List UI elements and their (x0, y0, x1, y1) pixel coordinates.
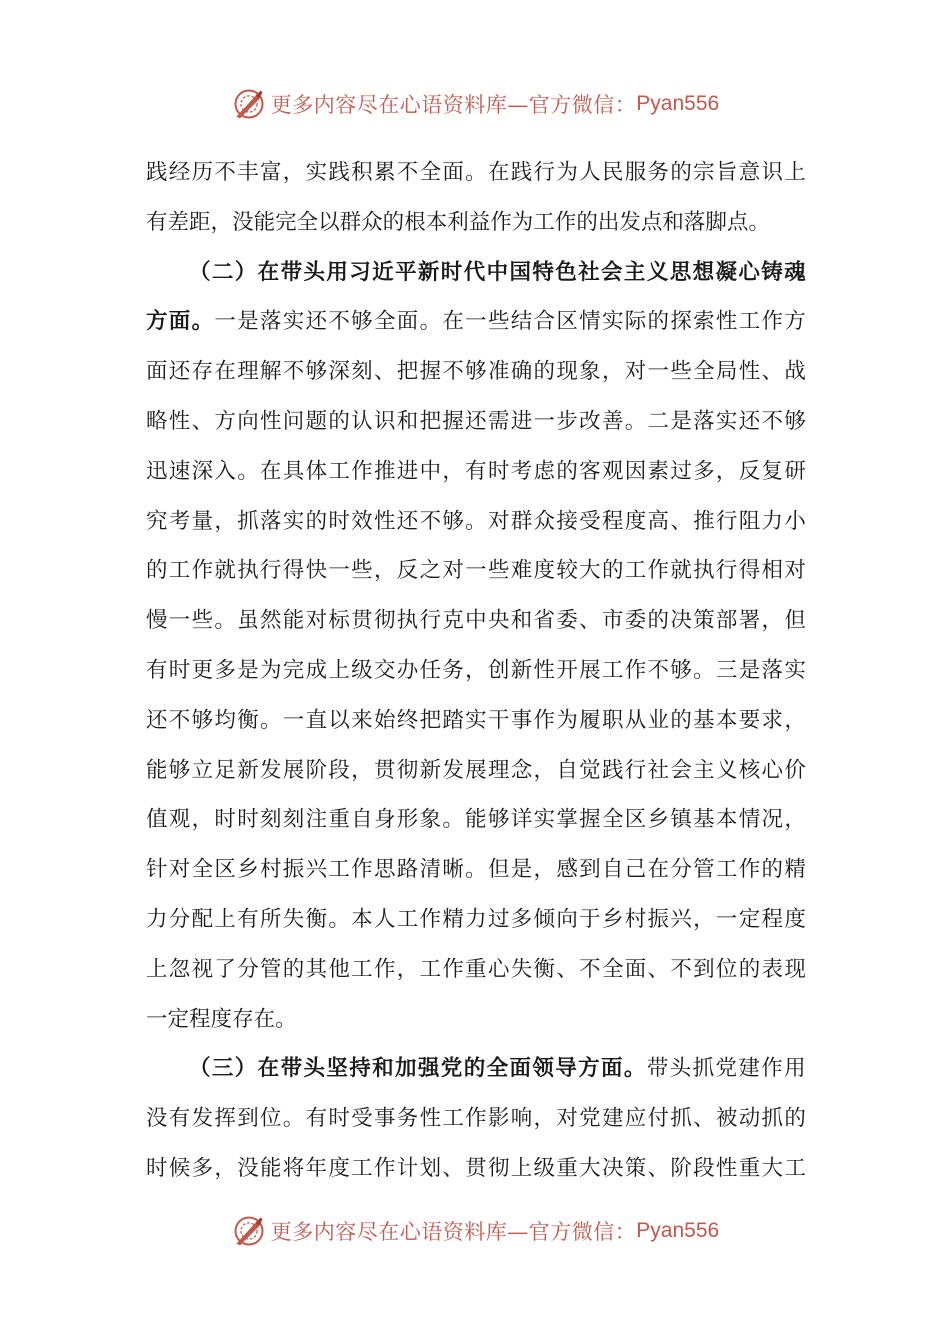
text-line: 的 工 作 就 执 行 得 快 一 些 ， 反 之 对 一 些 难 度 较 大 的 工 作 就 执 行 得 相 对 (146, 558, 806, 584)
text-line: 时 候 多 ， 没 能 将 年 度 工 作 计 划 、 贯 彻 上 级 重 大 决 策 、 阶 段 性 重 大 工 (146, 1155, 806, 1181)
pen-logo-icon (231, 1213, 267, 1249)
text-line: （ 三 ） 在 带 头 坚 持 和 加 强 党 的 全 面 领 导 方 面 。 带 头 抓 党 建 作 用 (189, 1056, 806, 1082)
watermark-banner-top (0, 84, 950, 124)
text-line: 践 经 历 不 丰 富 ， 实 践 积 累 不 全 面 。 在 践 行 为 人 民 服 务 的 宗 旨 意 识 上 (146, 160, 806, 185)
text-line: 慢 一 些 。 虽 然 能 对 标 贯 彻 执 行 克 中 央 和 省 委 、 市 委 的 决 策 部 署 ， 但 (146, 608, 806, 634)
text-line: 一 定 程 度 存 在 。 (146, 1006, 297, 1032)
text-line: 针 对 全 区 乡 村 振 兴 工 作 思 路 清 晰 。 但 是 ， 感 到 自 己 在 分 管 工 作 的 精 (146, 857, 806, 883)
text-line: 有 差 距 ， 没 能 完 全 以 群 众 的 根 本 利 益 作 为 工 作 的 出 发 点 和 落 脚 点 。 (146, 209, 770, 235)
watermark-wechat-id: Pyan556 (636, 1219, 720, 1242)
text-line: 面 还 存 在 理 解 不 够 深 刻 、 把 握 不 够 准 确 的 现 象 ， 对 一 些 全 局 性 、 战 (146, 359, 806, 385)
watermark-text: 更多内容尽在心语资料库—官方微信： (270, 93, 637, 117)
text-line: 迅 速 深 入 。 在 具 体 工 作 推 进 中 ， 有 时 考 虑 的 客 观 因 素 过 多 ， 反 复 研 (146, 458, 806, 484)
document-body (146, 148, 806, 1194)
text-line: 值 观 ， 时 时 刻 刻 注 重 自 身 形 象 。 能 够 详 实 掌 握 全 区 乡 镇 基 本 情 况 ， (146, 807, 806, 833)
text-line: 究 考 量 ， 抓 落 实 的 时 效 性 还 不 够 。 对 群 众 接 受 程 度 高 、 推 行 阻 力 小 (146, 508, 806, 534)
paragraph (146, 148, 806, 248)
text-line: 方 面 。 一 是 落 实 还 不 够 全 面 。 在 一 些 结 合 区 情 实 际 的 探 索 性 工 作 方 (146, 309, 806, 335)
text-line: 没 有 发 挥 到 位 。 有 时 受 事 务 性 工 作 影 响 ， 对 党 建 应 付 抓 、 被 动 抓 的 (146, 1106, 806, 1132)
paragraph (146, 248, 806, 1045)
text-line: 还 不 够 均 衡 。 一 直 以 来 始 终 把 踏 实 干 事 作 为 履 职 从 业 的 基 本 要 求 ， (146, 707, 806, 733)
text-line: 有 时 更 多 是 为 完 成 上 级 交 办 任 务 ， 创 新 性 开 展 工 作 不 够 。 三 是 落 实 (146, 657, 806, 683)
paragraph (146, 1044, 806, 1193)
watermark-banner-bottom (0, 1211, 950, 1251)
watermark-wechat-id: Pyan556 (636, 92, 720, 115)
text-line: 能 够 立 足 新 发 展 阶 段 ， 贯 彻 新 发 展 理 念 ， 自 觉 践 行 社 会 主 义 核 心 价 (146, 757, 806, 783)
text-line: 上 忽 视 了 分 管 的 其 他 工 作 ， 工 作 重 心 失 衡 、 不 全 面 、 不 到 位 的 表 现 (146, 956, 806, 982)
text-line: 略 性 、 方 向 性 问 题 的 认 识 和 把 握 还 需 进 一 步 改 善 。 二 是 落 实 还 不 够 (146, 408, 806, 434)
watermark-text: 更多内容尽在心语资料库—官方微信： (270, 1220, 637, 1244)
text-line: 力 分 配 上 有 所 失 衡 。 本 人 工 作 精 力 过 多 倾 向 于 乡 村 振 兴 ， 一 定 程 度 (146, 906, 806, 932)
pen-logo-icon (231, 86, 267, 122)
text-line: （ 二 ） 在 带 头 用 习 近 平 新 时 代 中 国 特 色 社 会 主 义 思 想 凝 心 铸 魂 (189, 259, 806, 285)
